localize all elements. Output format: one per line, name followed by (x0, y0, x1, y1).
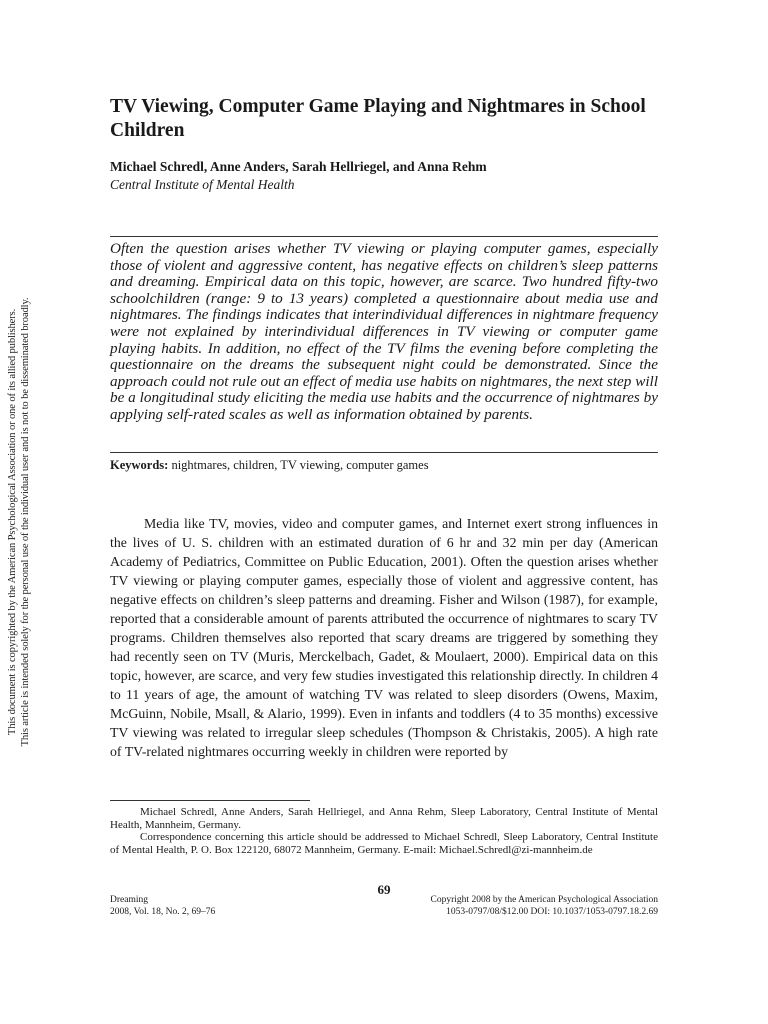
journal-name: Dreaming (110, 895, 148, 905)
copyright-line: Copyright 2008 by the American Psychological Association (430, 895, 658, 905)
doi-line: 1053-0797/08/$12.00 DOI: 10.1037/1053-0797.18.2.69 (446, 906, 658, 917)
abstract-bottom-rule (110, 452, 658, 453)
abstract-top-rule (110, 236, 658, 237)
keywords (110, 458, 658, 473)
article-authors: Michael Schredl, Anne Anders, Sarah Hellriegel, and Anna Rehm (110, 159, 487, 174)
article-title: TV Viewing, Computer Game Playing and Nightmares in School Children (110, 96, 646, 141)
page-number: 69 (377, 882, 391, 897)
side-notice-line-1: This document is copyrighted by the American Psychological Association or one of its allied publishers. (7, 308, 18, 736)
copyright-info (278, 895, 658, 918)
keywords-list: nightmares, children, TV viewing, computer games (171, 458, 429, 472)
side-notice-line-2: This article is intended solely for the personal use of the individual user and is not to be disseminated broadly. (20, 297, 31, 747)
abstract: Often the question arises whether TV viewing or playing computer games, especially those of violent and aggressive content, has negative effects on children’s sleep patterns and dreaming. Empirical data on this topic, however, are scarce. Two hundred fifty-two schoolchildren (range: 9 to 13 years) completed a questionnaire about media use and nightmares. The findings indicates that interindividual differences in nightmare frequency were not explained by interindividual differences in TV viewing or computer game playing habits. In addition, no effect of the TV films the evening before completing the questionnaire on the dreams the subsequent night could be demonstrated. Since the approach could not rule out an effect of media use habits on nightmares, the next step will be a longitudinal study eliciting the media use habits and the occurrence of nightmares by applying self-rated scales as well as information obtained by parents. (110, 240, 658, 423)
article-affiliation: Central Institute of Mental Health (110, 177, 295, 192)
body-paragraph: Media like TV, movies, video and computer games, and Internet exert strong influences in the lives of U. S. children with an estimated duration of 6 hr and 32 min per day (American Academy of Pediatrics, Committee on Public Education, 2001). Often the question arises whether TV viewing or playing computer games, especially those of violent and aggressive content, has negative effects on children’s sleep patterns and dreaming. Fisher and Wilson (1987), for example, reported that a considerable amount of parents attributed the occurrence of nightmares to scary TV programs. Children themselves also reported that scary dreams are triggered by something they had recently seen on TV (Muris, Merckelbach, Gadet, & Moulaert, 2000). Empirical data on this topic, however, are scarce, and very few studies investigated this relationship directly. In children 4 to 11 years of age, the amount of watching TV was related to sleep disorders (Owens, Maxim, McGuinn, Nobile, Msall, & Alario, 1999). Even in infants and toddlers (4 to 35 months) excessive TV viewing was related to irregular sleep schedules (Thompson & Christakis, 2005). A high rate of TV-related nightmares occurring weekly in children were reported by (110, 516, 658, 759)
volume-info: 2008, Vol. 18, No. 2, 69–76 (110, 906, 216, 917)
copyright-side-notice (6, 262, 36, 782)
footnote-rule (110, 800, 310, 801)
footnotes (110, 806, 658, 856)
author-note: Michael Schredl, Anne Anders, Sarah Hellriegel, and Anna Rehm, Sleep Laboratory, Central Institute of Mental Health, Mannheim, Germany. (110, 806, 658, 831)
keywords-label: Keywords: (110, 458, 169, 472)
correspondence-note: Correspondence concerning this article should be addressed to Michael Schredl, Sleep Laboratory, Central Institute of Mental Health, P. O. Box 122120, 68072 Mannheim, Germany. E-mail: Michael.Schredl@zi-mannheim.de (110, 831, 658, 856)
